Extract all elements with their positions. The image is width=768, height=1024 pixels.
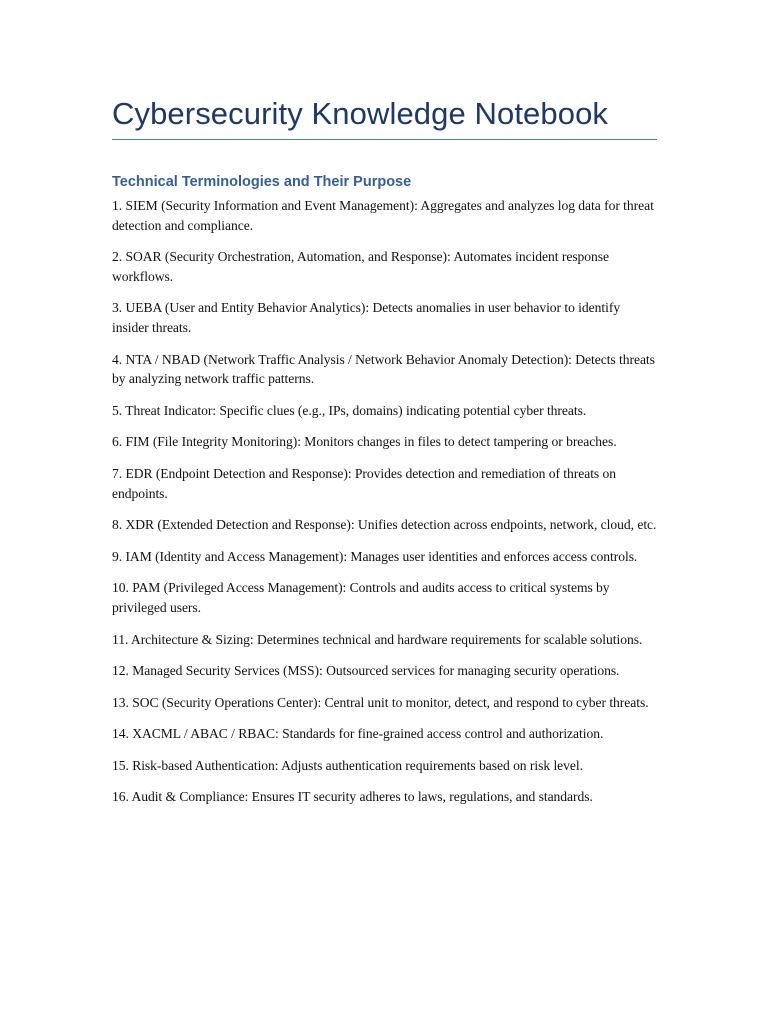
terminology-item: 15. Risk-based Authentication: Adjusts authentication requirements based on risk level. [112,757,583,773]
terminology-item: 10. PAM (Privileged Access Management): Controls and audits access to critical systems by privileged users. [112,580,610,615]
terminology-item: 3. UEBA (User and Entity Behavior Analytics): Detects anomalies in user behavior to identify insider threats. [112,300,621,335]
terminology-item: 16. Audit & Compliance: Ensures IT security adheres to laws, regulations, and standards. [112,789,593,805]
terminology-item: 5. Threat Indicator: Specific clues (e.g., IPs, domains) indicating potential cyber threats. [112,402,587,418]
terminology-item: 14. XACML / ABAC / RBAC: Standards for fine-grained access control and authorization. [112,726,604,742]
terminology-item: 1. SIEM (Security Information and Event Management): Aggregates and analyzes log data for threat detection and compliance. [112,198,654,233]
terminology-item: 4. NTA / NBAD (Network Traffic Analysis / Network Behavior Anomaly Detection): Detects threats by analyzing network traffic patterns. [112,351,655,387]
terminology-item: 6. FIM (File Integrity Monitoring): Monitors changes in files to detect tampering or breaches. [112,434,617,450]
terminology-item: 12. Managed Security Services (MSS): Outsourced services for managing security operations. [112,663,620,679]
title-underline [112,139,657,140]
terminology-item: 7. EDR (Endpoint Detection and Response): Provides detection and remediation of threats on endpoints. [112,465,617,501]
section-heading: Technical Terminologies and Their Purpose [112,174,412,190]
terminology-list [112,196,658,819]
terminology-item: 2. SOAR (Security Orchestration, Automation, and Response): Automates incident response workflows. [112,249,610,284]
terminology-item: 13. SOC (Security Operations Center): Central unit to monitor, detect, and respond to cyber threats. [112,694,649,710]
document-title: Cybersecurity Knowledge Notebook [112,96,609,131]
terminology-item: 8. XDR (Extended Detection and Response): Unifies detection across endpoints, network, cloud, etc. [112,517,657,533]
terminology-item: 9. IAM (Identity and Access Management): Manages user identities and enforces access controls. [112,548,638,564]
terminology-item: 11. Architecture & Sizing: Determines technical and hardware requirements for scalable solutions. [112,631,643,647]
